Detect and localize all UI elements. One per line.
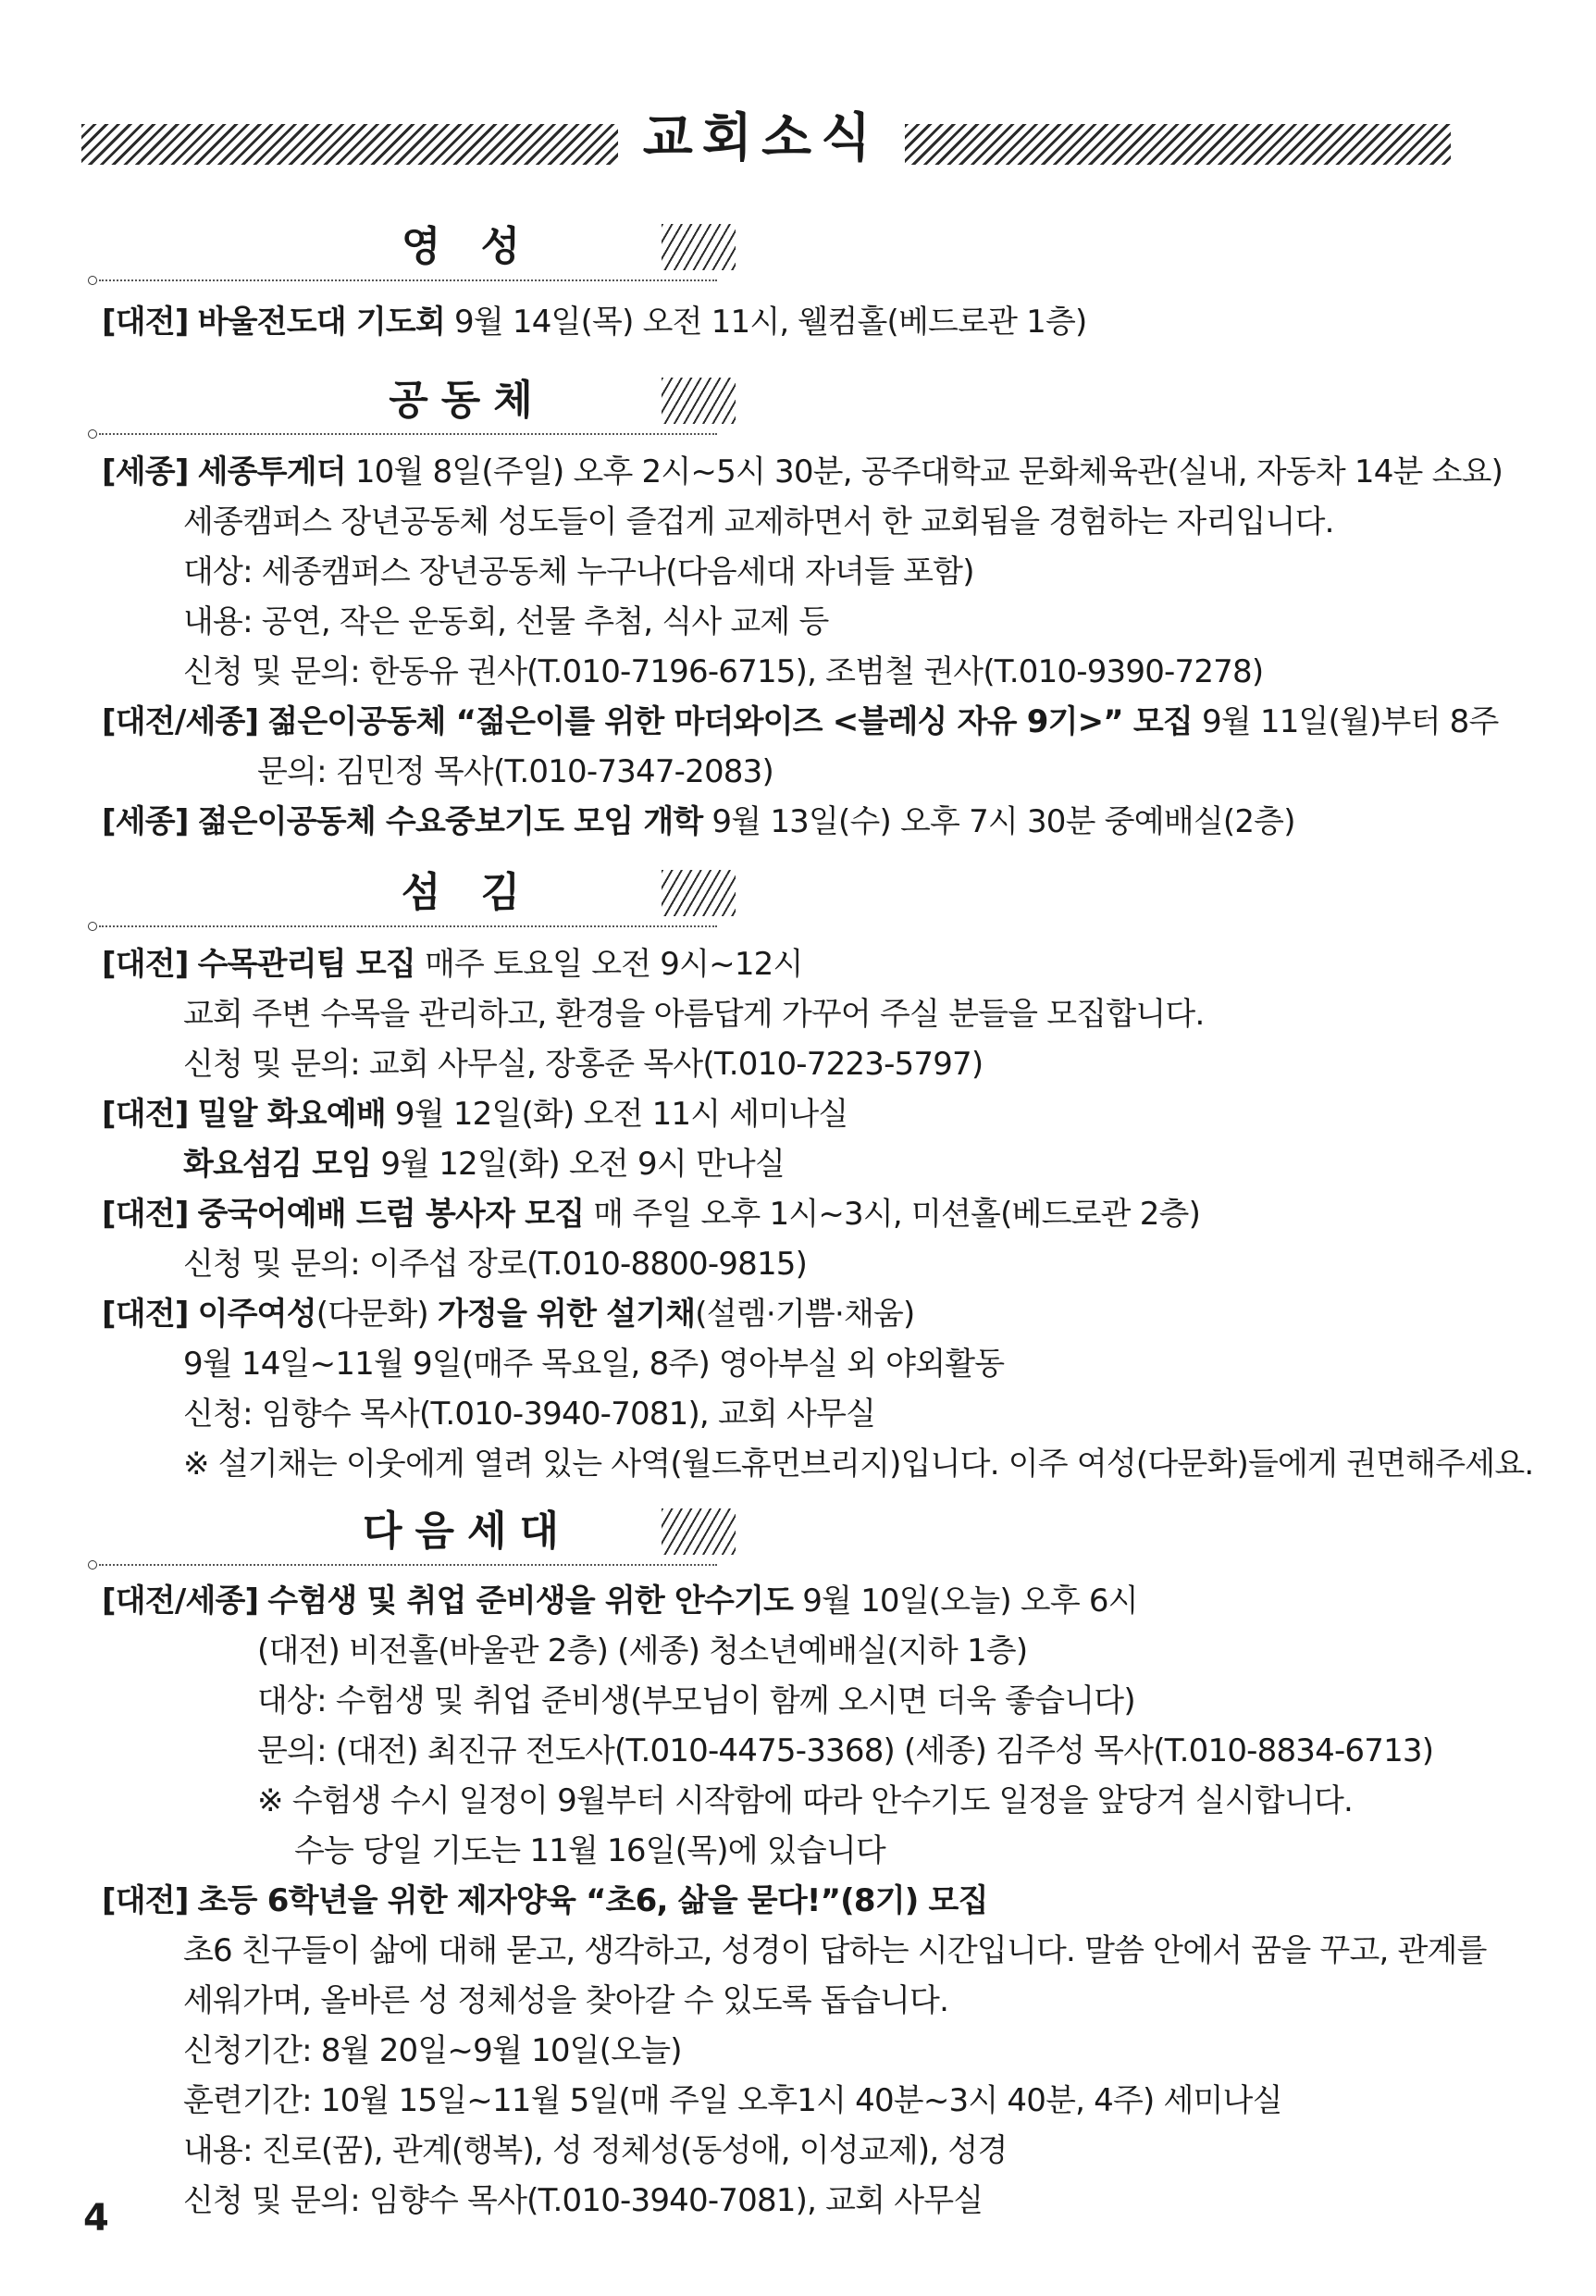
section-header-spirituality bbox=[88, 215, 754, 289]
detail-line: ※ 수험생 수시 일정이 9월부터 시작함에 따라 안수기도 일정을 앞당겨 실시합니다. bbox=[257, 1782, 1354, 1819]
detail-line: 내용: 진로(꿈), 관계(행복), 성 정체성(동성애, 이성교제), 성경 bbox=[183, 2132, 1008, 2169]
detail-line: 훈련기간: 10월 15일~11월 5일(매 주일 오후1시 40분~3시 40분, 4주) 세미나실 bbox=[183, 2082, 1282, 2119]
item-prayer-meeting: [대전] 바울전도대 기도회 9월 14일(목) 오전 11시, 웰컴홀(베드로관 1층) bbox=[102, 304, 1087, 341]
section-divider bbox=[88, 1560, 717, 1571]
section-hatch bbox=[662, 1508, 736, 1555]
section-header-community bbox=[88, 368, 754, 442]
section-hatch bbox=[662, 224, 736, 270]
section-title: 영 성 bbox=[401, 223, 534, 270]
item-migrant-women: [대전] 이주여성(다문화) 가정을 위한 설기채(설렘·기쁨·채움) bbox=[102, 1296, 915, 1333]
section-title: 섬 김 bbox=[401, 869, 534, 916]
item-exam-prayer: [대전/세종] 수험생 및 취업 준비생을 위한 안수기도 9월 10일(오늘) 오후 6시 bbox=[102, 1582, 1138, 1620]
detail-line: 문의: (대전) 최진규 전도사(T.010-4475-3368) (세종) 김주성 목사(T.010-8834-6713) bbox=[257, 1732, 1434, 1769]
detail-line: 문의: 김민정 목사(T.010-7347-2083) bbox=[257, 753, 773, 790]
section-divider bbox=[88, 429, 717, 441]
detail-line: 대상: 수험생 및 취업 준비생(부모님이 함께 오시면 더욱 좋습니다) bbox=[257, 1682, 1135, 1719]
detail-line: 신청 및 문의: 이주섭 장로(T.010-8800-9815) bbox=[183, 1246, 808, 1283]
item-chinese-drum: [대전] 중국어예배 드럼 봉사자 모집 매 주일 오후 1시~3시, 미션홀(베드로관 2층) bbox=[102, 1196, 1201, 1233]
item-young-prayer: [세종] 젊은이공동체 수요중보기도 모임 개학 9월 13일(수) 오후 7시 30분 중예배실(2층) bbox=[102, 803, 1295, 840]
section-divider bbox=[88, 922, 717, 933]
header-hatch-right bbox=[905, 124, 1451, 165]
item-young-motherwise: [대전/세종] 젊은이공동체 “젊은이를 위한 마더와이즈 <블레싱 자유 9기>” 모집 9월 11일(월)부터 8주 bbox=[102, 703, 1499, 740]
item-sejong-together: [세종] 세종투게더 10월 8일(주일) 오후 2시~5시 30분, 공주대학교 문화체육관(실내, 자동차 14분 소요) bbox=[102, 453, 1503, 490]
detail-line: 신청: 임향수 목사(T.010-3940-7081), 교회 사무실 bbox=[183, 1396, 876, 1433]
section-divider bbox=[88, 276, 717, 287]
page-title: 교회소식 bbox=[642, 108, 881, 168]
detail-line: 세워가며, 올바른 성 정체성을 찾아갈 수 있도록 돕습니다. bbox=[183, 1982, 949, 2019]
header-hatch-left bbox=[81, 124, 618, 165]
section-hatch bbox=[662, 870, 736, 916]
section-hatch bbox=[662, 378, 736, 424]
page-number: 4 bbox=[83, 2197, 109, 2240]
detail-line: 대상: 세종캠퍼스 장년공동체 누구나(다음세대 자녀들 포함) bbox=[183, 553, 974, 590]
detail-line: 9월 14일~11월 9일(매주 목요일, 8주) 영아부실 외 야외활동 bbox=[183, 1346, 1005, 1383]
section-title: 공동체 bbox=[389, 377, 546, 424]
section-title: 다음세대 bbox=[362, 1508, 572, 1555]
section-header-next-generation bbox=[88, 1499, 754, 1573]
detail-line: 신청기간: 8월 20일~9월 10일(오늘) bbox=[183, 2032, 682, 2069]
main-header bbox=[81, 102, 1451, 176]
item-tree-team: [대전] 수목관리팀 모집 매주 토요일 오전 9시~12시 bbox=[102, 946, 803, 983]
detail-line: 교회 주변 수목을 관리하고, 환경을 아름답게 가꾸어 주실 분들을 모집합니다. bbox=[183, 996, 1205, 1033]
detail-line: 수능 당일 기도는 11월 16일(목)에 있습니다 bbox=[294, 1832, 885, 1869]
section-header-service bbox=[88, 861, 754, 935]
detail-line: ※ 설기채는 이웃에게 열려 있는 사역(월드휴먼브리지)입니다. 이주 여성(다문화)들에게 권면해주세요. bbox=[183, 1446, 1534, 1483]
detail-line: 신청 및 문의: 한동유 권사(T.010-7196-6715), 조범철 권사(T.010-9390-7278) bbox=[183, 653, 1264, 690]
item-tuesday-service: 화요섬김 모임 9월 12일(화) 오전 9시 만나실 bbox=[183, 1146, 786, 1183]
detail-line: 초6 친구들이 삶에 대해 묻고, 생각하고, 성경이 답하는 시간입니다. 말씀 안에서 꿈을 꾸고, 관계를 bbox=[183, 1932, 1487, 1969]
detail-line: 신청 및 문의: 임향수 목사(T.010-3940-7081), 교회 사무실 bbox=[183, 2182, 984, 2219]
detail-line: 내용: 공연, 작은 운동회, 선물 추첨, 식사 교제 등 bbox=[183, 603, 829, 640]
detail-line: (대전) 비전홀(바울관 2층) (세종) 청소년예배실(지하 1층) bbox=[257, 1632, 1028, 1669]
detail-line: 신청 및 문의: 교회 사무실, 장홍준 목사(T.010-7223-5797) bbox=[183, 1046, 984, 1083]
item-grade6-discipleship: [대전] 초등 6학년을 위한 제자양육 “초6, 삶을 묻다!”(8기) 모집 bbox=[102, 1882, 988, 1919]
detail-line: 세종캠퍼스 장년공동체 성도들이 즐겁게 교제하면서 한 교회됨을 경험하는 자리입니다. bbox=[183, 503, 1334, 540]
item-milal-worship: [대전] 밀알 화요예배 9월 12일(화) 오전 11시 세미나실 bbox=[102, 1096, 848, 1133]
